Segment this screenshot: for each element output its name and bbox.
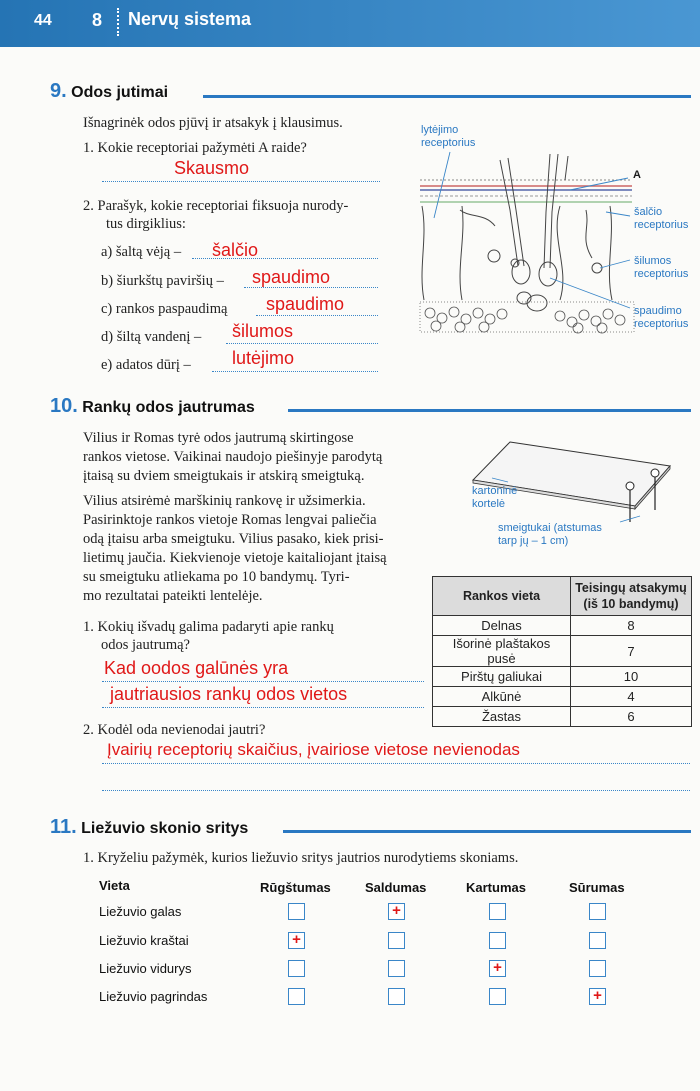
label-a: A	[633, 169, 641, 181]
table-row	[433, 616, 692, 636]
section-10-title: Rankų odos jautrumas	[82, 399, 255, 416]
label-heat-receptor	[634, 255, 688, 281]
section-10-rule	[288, 409, 691, 412]
label-cold-receptor	[634, 206, 688, 232]
header-correct-line1: Teisingų atsakymų	[575, 581, 687, 595]
cell-value: 4	[571, 687, 692, 707]
cell-value: 6	[571, 707, 692, 727]
checkbox-middle-salty[interactable]	[589, 960, 606, 977]
cell-place	[433, 636, 571, 667]
header-correct	[571, 577, 692, 616]
s10-q2-line-a	[102, 763, 690, 764]
label-pins	[498, 522, 602, 548]
s10-para2-line1: Vilius atsirėmė marškinių rankovę ir užsimerkia.	[83, 493, 366, 509]
s9-item-d-line	[226, 343, 378, 344]
cell-place: Delnas	[433, 616, 571, 636]
s10-question-1-line1: 1. Kokių išvadų galima padaryti apie rankų	[83, 619, 334, 635]
s9-item-c-prompt: c) rankos paspaudimą	[101, 301, 228, 317]
s10-q1-line-a	[102, 681, 424, 682]
s9-item-e-answer[interactable]: lutėjimo	[232, 348, 295, 368]
section-11-title: Liežuvio skonio sritys	[81, 820, 249, 837]
table-row	[433, 687, 692, 707]
section-9-title: Odos jutimai	[71, 84, 169, 101]
cell-value: 10	[571, 667, 692, 687]
checkbox-middle-bitter[interactable]: +	[489, 960, 506, 977]
section-9-number: 9.	[50, 80, 67, 102]
s10-para1-line1: Vilius ir Romas tyrė odos jautrumą skirtingose	[83, 430, 354, 446]
results-table-header	[433, 577, 692, 616]
label-touch-line1: lytėjimo	[421, 124, 459, 136]
label-pressure-line1: spaudimo	[634, 305, 682, 317]
checkbox-tip-bitter[interactable]	[489, 903, 506, 920]
s9-q1-answer[interactable]: Skausmo	[174, 158, 250, 178]
s10-para2-line6: mo rezultatai pateikti lentelėje.	[83, 588, 263, 604]
s10-question-1-line2: odos jautrumą?	[101, 637, 190, 653]
s9-question-2-line2: tus dirgiklius:	[106, 216, 186, 232]
s9-question-2-line1: 2. Parašyk, kokie receptoriai fiksuoja nurody-	[83, 198, 349, 214]
label-cold-line1: šalčio	[634, 206, 663, 218]
cell-place: Žastas	[433, 707, 571, 727]
label-pins-line2: tarp jų – 1 cm)	[498, 535, 569, 547]
grid-header-sweet: Saldumas	[365, 880, 427, 895]
table-row	[433, 636, 692, 667]
label-card-line2: kortelė	[472, 498, 506, 510]
s11-question-1: 1. Kryželiu pažymėk, kurios liežuvio sritys jautrios nurodytiems skoniams.	[83, 850, 519, 866]
checkbox-edges-salty[interactable]	[589, 932, 606, 949]
s10-para2-line5: su smeigtuku atliekama po 10 bandymų. Tyri-	[83, 569, 350, 585]
s9-item-c-answer[interactable]: spaudimo	[266, 294, 345, 314]
table-row	[433, 667, 692, 687]
cell-place: Pirštų galiukai	[433, 667, 571, 687]
section-10-number: 10.	[50, 395, 78, 417]
page-number: 44	[34, 12, 52, 29]
s10-para2-line2: Pasirinktoje rankos vietoje Romas lengvai paliečia	[83, 512, 377, 528]
cell-value: 7	[571, 636, 692, 667]
checkbox-middle-sour[interactable]	[288, 960, 305, 977]
label-pressure-receptor	[634, 305, 688, 331]
cell-place-line1: Išorinė plaštakos	[452, 636, 551, 651]
checkbox-base-sweet[interactable]	[388, 988, 405, 1005]
label-touch-line2: receptorius	[421, 137, 476, 149]
s9-item-e-line	[212, 371, 378, 372]
section-11-rule	[283, 830, 691, 833]
section-11-heading	[50, 816, 248, 839]
grid-header-sour: Rūgštumas	[260, 880, 331, 895]
s9-item-a-prompt: a) šaltą vėją –	[101, 244, 182, 260]
label-card	[472, 485, 517, 511]
s10-para2-line3: odą įtaisu arba smeigtuku. Vilius pasako, kiek prisi-	[83, 531, 384, 547]
results-table	[432, 576, 692, 727]
label-cold-line2: receptorius	[634, 219, 689, 231]
row-label-middle: Liežuvio vidurys	[99, 961, 192, 976]
section-10-heading	[50, 395, 255, 418]
s10-q2-answer[interactable]: Įvairių receptorių skaičius, įvairiose vietose nevienodas	[107, 740, 520, 759]
cell-value: 8	[571, 616, 692, 636]
s9-item-a-answer[interactable]: šalčio	[212, 240, 259, 260]
s9-item-d-answer[interactable]: šilumos	[232, 321, 294, 341]
checkbox-middle-sweet[interactable]	[388, 960, 405, 977]
page-header	[0, 0, 700, 47]
grid-header-bitter: Kartumas	[466, 880, 526, 895]
s10-q2-line-b	[102, 790, 690, 791]
label-heat-line2: receptorius	[634, 268, 689, 280]
cell-place: Alkūnė	[433, 687, 571, 707]
section-11-number: 11.	[50, 816, 77, 838]
s9-item-e-prompt: e) adatos dūrį –	[101, 357, 191, 373]
section-9-heading	[50, 80, 168, 103]
s10-q1-line-b	[102, 707, 424, 708]
header-correct-line2: (iš 10 bandymų)	[583, 597, 679, 611]
checkbox-tip-sour[interactable]	[288, 903, 305, 920]
label-pins-line1: smeigtukai (atstumas	[498, 522, 602, 534]
s10-para1-line2: rankos vietose. Vaikinai naudojo piešinyje parodytą	[83, 449, 383, 465]
label-touch-receptor	[421, 124, 475, 150]
s9-question-1: 1. Kokie receptoriai pažymėti A raide?	[83, 140, 307, 156]
s9-q1-answer-line	[102, 181, 380, 182]
checkbox-base-bitter[interactable]	[489, 988, 506, 1005]
row-label-tip: Liežuvio galas	[99, 904, 182, 919]
s10-para2-line4: lietimų jaučia. Kiekvienoje vietoje kaitaliojant įtaisą	[83, 550, 387, 566]
s10-q1-answer-line2[interactable]: jautriausios rankų odos vietos	[110, 684, 348, 704]
checkbox-edges-bitter[interactable]	[489, 932, 506, 949]
label-heat-line1: šilumos	[634, 255, 672, 267]
s10-q1-answer-line1[interactable]: Kad oodos galūnės yra	[104, 658, 289, 678]
checkbox-edges-sour[interactable]: +	[288, 932, 305, 949]
s9-item-b-answer[interactable]: spaudimo	[252, 267, 331, 287]
s9-item-c-line	[256, 315, 378, 316]
chapter-title: Nervų sistema	[128, 9, 252, 29]
s10-question-2: 2. Kodėl oda nevienodai jautri?	[83, 722, 266, 738]
header-place: Rankos vieta	[433, 577, 571, 616]
label-pressure-line2: receptorius	[634, 318, 689, 330]
grid-header-salty: Sūrumas	[569, 880, 625, 895]
header-divider	[117, 8, 119, 36]
s9-item-d-prompt: d) šiltą vandenį –	[101, 329, 202, 345]
label-card-line1: kartoninė	[472, 485, 518, 497]
checkbox-base-salty[interactable]: +	[589, 988, 606, 1005]
row-label-base: Liežuvio pagrindas	[99, 989, 208, 1004]
checkbox-edges-sweet[interactable]	[388, 932, 405, 949]
chapter-number: 8	[92, 10, 103, 30]
section-9-rule	[203, 95, 691, 98]
s9-item-b-prompt: b) šiurkštų paviršių –	[101, 273, 224, 289]
table-row	[433, 707, 692, 727]
section-9-intro: Išnagrinėk odos pjūvį ir atsakyk į klausimus.	[83, 115, 343, 131]
checkbox-base-sour[interactable]	[288, 988, 305, 1005]
cell-place-line2: pusė	[487, 651, 516, 666]
checkbox-tip-salty[interactable]	[589, 903, 606, 920]
grid-header-place: Vieta	[99, 878, 130, 893]
row-label-edges: Liežuvio kraštai	[99, 933, 189, 948]
s10-para1-line3: įtaisą su dviem smeigtukais ir atskirą smeigtuką.	[83, 468, 365, 484]
checkbox-tip-sweet[interactable]: +	[388, 903, 405, 920]
